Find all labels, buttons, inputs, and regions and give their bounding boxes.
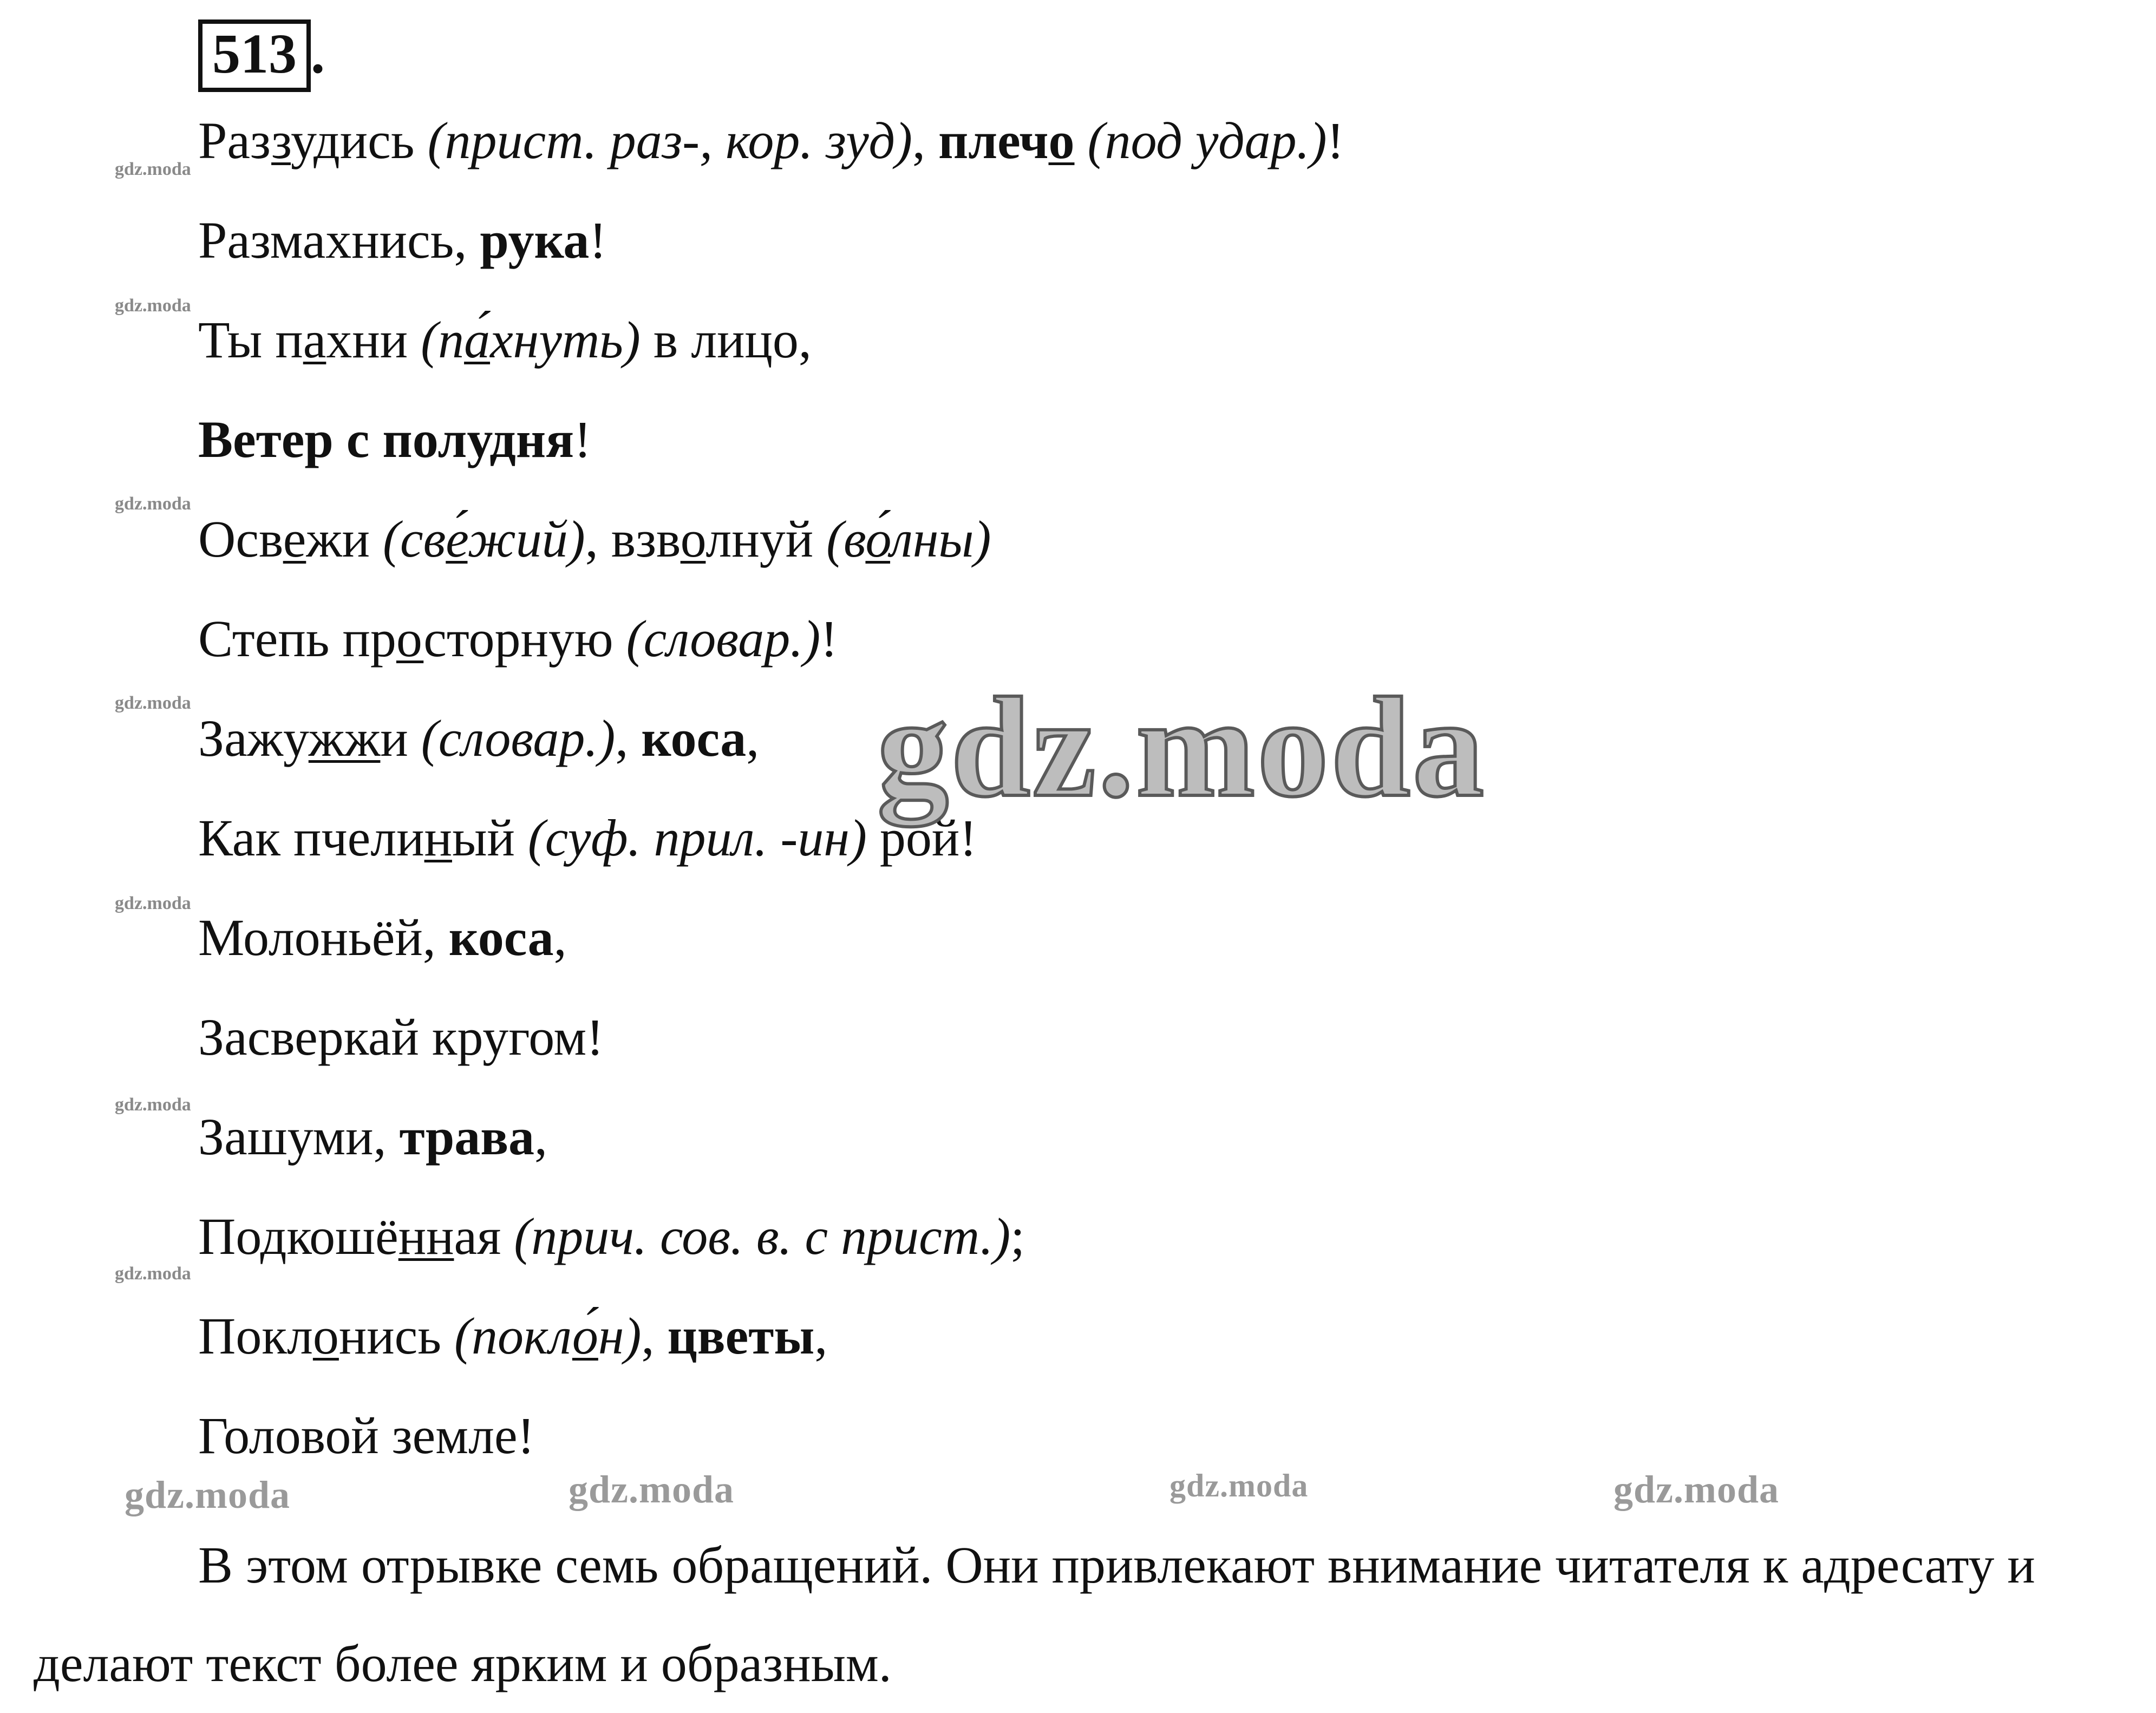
poem-line-8: Как пчелиный (суф. прил. -ин) рой! (198, 809, 977, 867)
poem-line-1: Раззудись (прист. раз-, кор. зуд), плечо (под удар.)! (198, 112, 1344, 169)
watermark: gdz.moda (1170, 1468, 1309, 1503)
watermark: gdz.moda (115, 159, 191, 179)
watermark: gdz.moda (115, 893, 191, 913)
poem-line-12: Подкошённая (прич. сов. в. с прист.); (198, 1207, 1025, 1265)
task-number: 513 . (198, 19, 325, 92)
poem-line-6: Степь просторную (словар.)! (198, 610, 838, 668)
poem-line-4: Ветер с полудня! (198, 410, 592, 468)
watermark: gdz.moda (115, 1095, 191, 1115)
address-word: Ветер с полудня (198, 410, 574, 468)
poem-line-11: Зашуми, трава, (198, 1108, 548, 1166)
task-number-box: 513 (198, 19, 311, 92)
poem-line-7: Зажужжи (словар.), коса, (198, 709, 760, 767)
watermark: gdz.moda (115, 494, 191, 514)
address-word: коса (448, 908, 554, 966)
address-word: рука (480, 211, 590, 269)
watermark: gdz.moda (569, 1468, 735, 1511)
poem-line-9: Молоньёй, коса, (198, 908, 567, 966)
conclusion-paragraph: В этом отрывке семь обращений. Они привлекают внимание читателя к адресату и делают текст более ярким и образным. (34, 1536, 2035, 1692)
address-word: трава (399, 1108, 535, 1166)
watermark: gdz.moda (115, 296, 191, 316)
watermark-large: gdz.moda (877, 669, 1486, 827)
poem-line-14: Головой земле! (198, 1407, 535, 1464)
watermark: gdz.moda (125, 1473, 291, 1516)
address-word: плечо (938, 112, 1075, 169)
watermark: gdz.moda (115, 1264, 191, 1284)
poem-line-5: Освежи (све́жий), взволнуй (во́лны) (198, 510, 991, 568)
poem-line-2: Размахнись, рука! (198, 211, 607, 269)
watermark: gdz.moda (1613, 1468, 1780, 1511)
poem-line-13: Поклонись (покло́н), цветы, (198, 1307, 828, 1365)
address-word: цветы (667, 1307, 815, 1365)
poem-line-3: Ты пахни (па́хнуть) в лицо, (198, 311, 812, 369)
address-word: коса (641, 709, 747, 767)
poem-line-10: Засверкай кругом! (198, 1008, 604, 1066)
watermark: gdz.moda (115, 693, 191, 713)
